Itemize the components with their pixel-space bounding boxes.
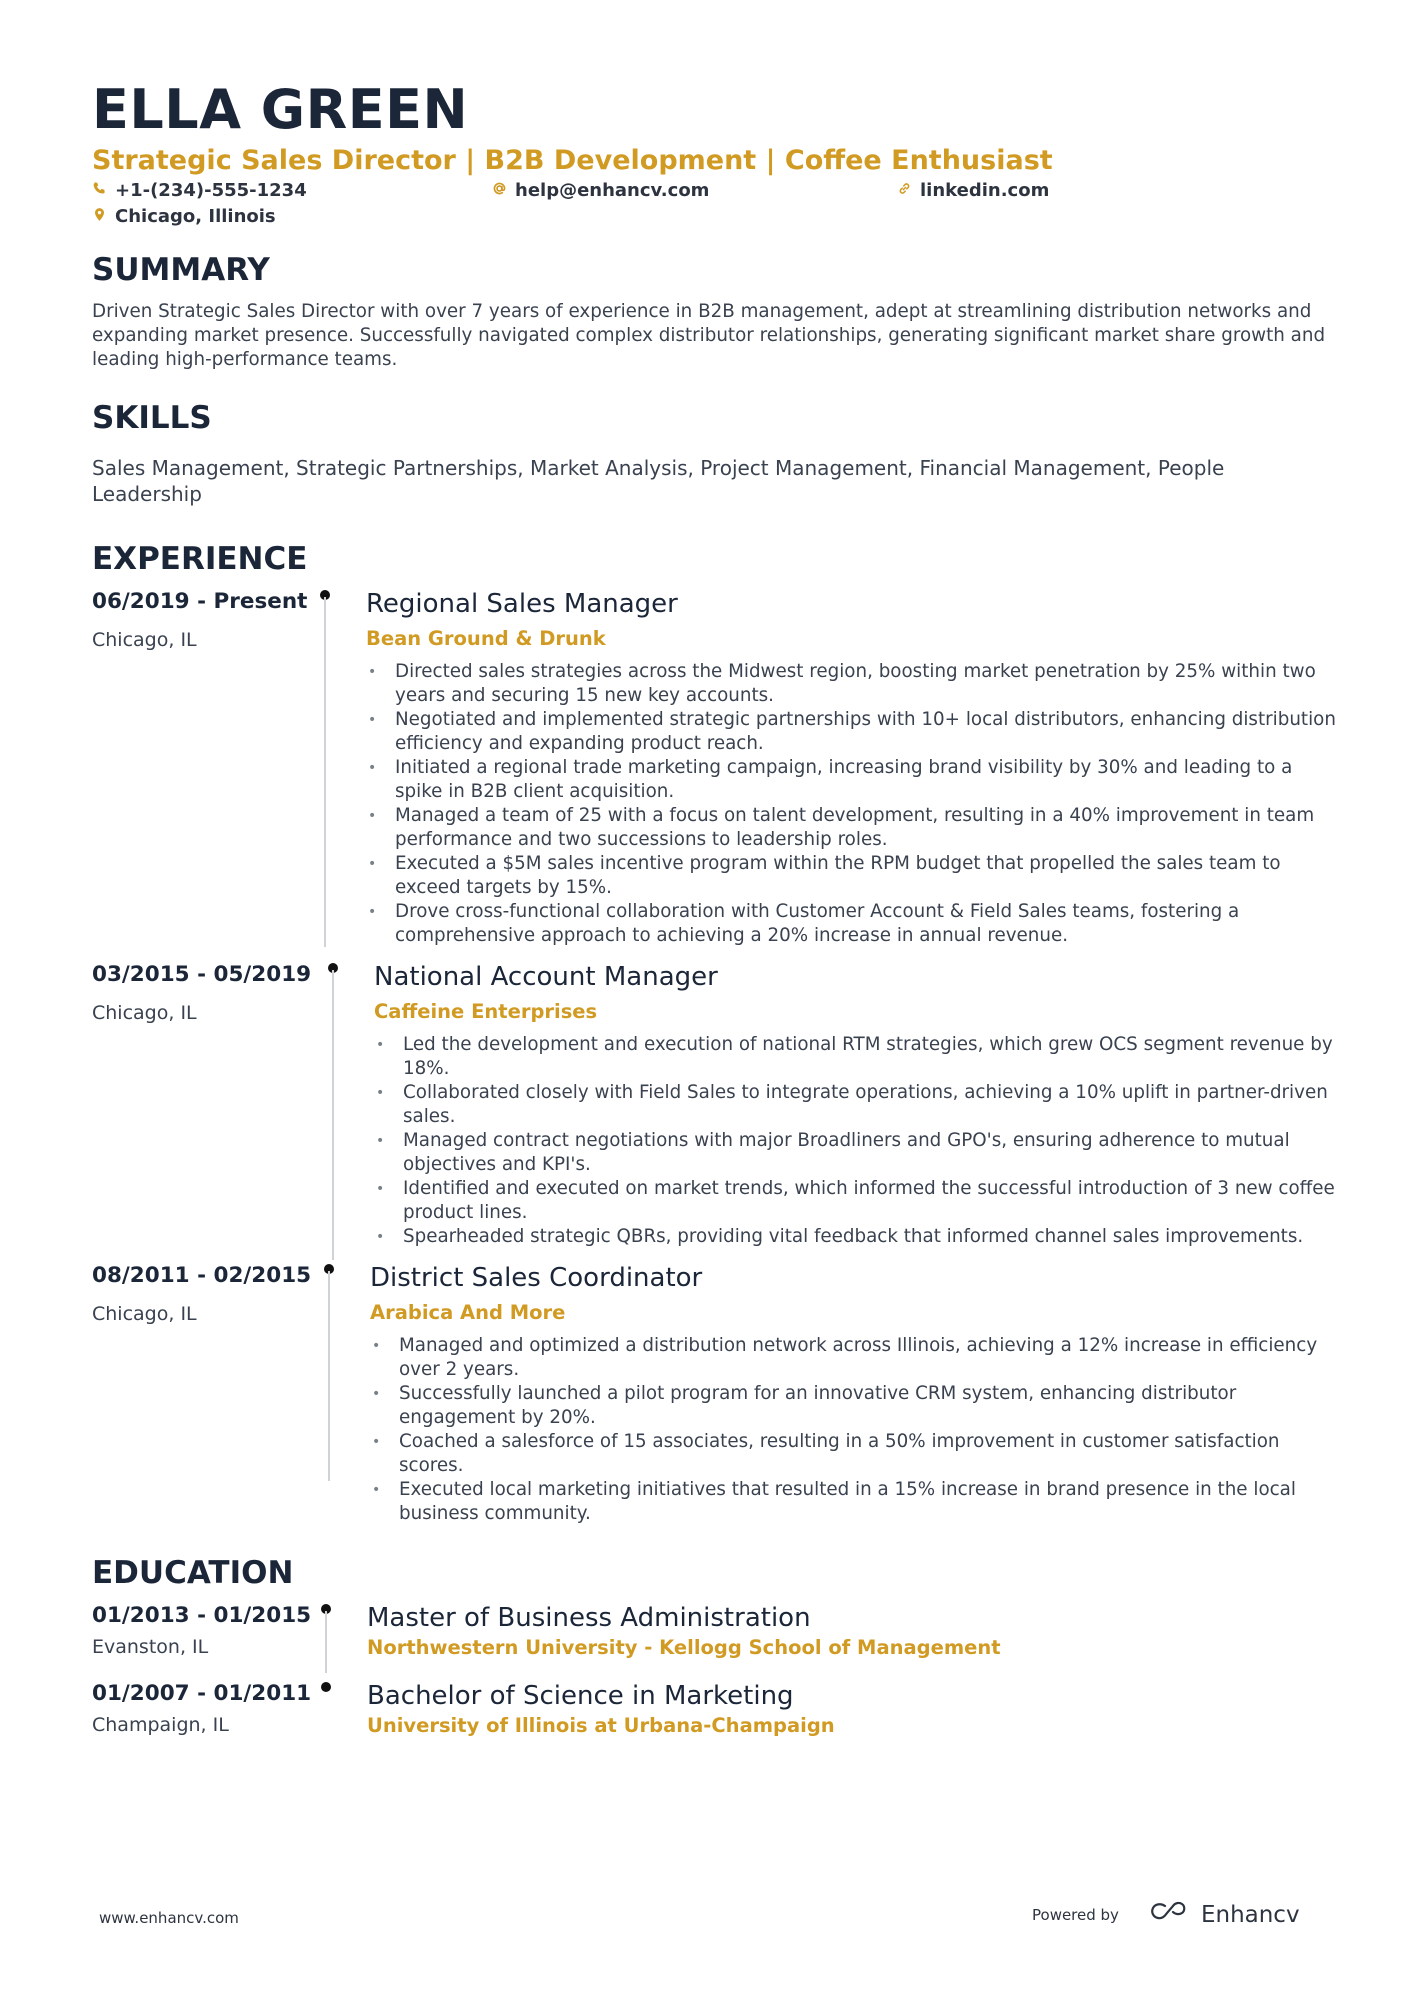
contact-linkedin[interactable] xyxy=(897,180,1049,201)
achievement-item: • Spearheaded strategic QBRs, providing vital feedback that informed channel sales improvements. xyxy=(376,1226,1304,1247)
achievement-item: • Managed a team of 25 with a focus on talent development, resulting in a 40% improvement in team performance and two successions to leadership roles. xyxy=(368,805,1315,850)
bullet-icon: • xyxy=(376,1181,385,1197)
bullet-icon: • xyxy=(368,664,377,680)
bullet-icon: • xyxy=(368,760,377,776)
achievement-item: • Managed contract negotiations with major Broadliners and GPO's, ensuring adherence to mutual objectives and KPI's. xyxy=(376,1130,1290,1175)
bullet-icon: • xyxy=(376,1133,385,1149)
degree-title: Bachelor of Science in Marketing xyxy=(367,1681,794,1711)
education-location: Evanston, IL xyxy=(92,1636,209,1658)
timeline-dot xyxy=(321,1682,331,1692)
link-icon xyxy=(897,180,912,201)
phone-icon xyxy=(92,180,107,201)
footer-website-link[interactable]: www.enhancv.com xyxy=(99,1909,239,1927)
achievement-item: • Managed and optimized a distribution network across Illinois, achieving a 12% increase in efficiency over 2 years. xyxy=(372,1335,1318,1380)
experience-date: 08/2011 - 02/2015 xyxy=(92,1263,312,1288)
job-title: District Sales Coordinator xyxy=(370,1263,703,1293)
experience-location: Chicago, IL xyxy=(92,629,197,651)
achievement-item: • Negotiated and implemented strategic partnerships with 10+ local distributors, enhancing distribution efficiency and expanding product reach. xyxy=(368,709,1336,754)
school-name: Northwestern University - Kellogg School of Management xyxy=(367,1636,1001,1659)
bullet-icon: • xyxy=(376,1085,385,1101)
job-title: Regional Sales Manager xyxy=(366,589,678,619)
brand-name: Enhancv xyxy=(1200,1902,1300,1928)
bullet-icon: • xyxy=(372,1338,381,1354)
email-text: help@enhancv.com xyxy=(515,180,710,201)
headline: Strategic Sales Director | B2B Development | Coffee Enthusiast xyxy=(92,145,1053,176)
achievement-list xyxy=(366,660,1336,948)
education-date: 01/2007 - 01/2011 xyxy=(92,1681,312,1706)
achievement-item: • Executed a $5M sales incentive program within the RPM budget that propelled the sales team to exceed targets by 15%. xyxy=(368,853,1281,898)
bullet-icon: • xyxy=(372,1386,381,1402)
achievement-item: • Successfully launched a pilot program for an innovative CRM system, enhancing distributor engagement by 20%. xyxy=(372,1383,1237,1428)
experience-date: 03/2015 - 05/2019 xyxy=(92,962,312,987)
company-name: Caffeine Enterprises xyxy=(374,1000,598,1023)
company-name: Bean Ground & Drunk xyxy=(366,627,606,650)
achievement-list xyxy=(370,1334,1336,1526)
achievement-item: • Drove cross-functional collaboration with Customer Account & Field Sales teams, fostering a comprehensive approach to achieving a 20% increase in annual revenue. xyxy=(368,901,1240,946)
experience-location: Chicago, IL xyxy=(92,1002,197,1024)
contact-email[interactable] xyxy=(492,180,709,201)
powered-by-label: Powered by xyxy=(1032,1906,1119,1924)
timeline-line xyxy=(324,597,326,947)
timeline-line xyxy=(332,970,334,1260)
location-pin-icon xyxy=(92,206,107,227)
contact-phone[interactable] xyxy=(92,180,307,201)
experience-heading: EXPERIENCE xyxy=(92,541,308,577)
linkedin-text: linkedin.com xyxy=(920,180,1050,201)
achievement-item: • Led the development and execution of national RTM strategies, which grew OCS segment revenue by 18%. xyxy=(376,1034,1333,1079)
achievement-item: • Executed local marketing initiatives that resulted in a 15% increase in brand presence in the local business community. xyxy=(372,1479,1296,1524)
degree-title: Master of Business Administration xyxy=(367,1603,811,1633)
bullet-icon: • xyxy=(368,712,377,728)
enhancv-logo-icon xyxy=(1145,1900,1193,1930)
achievement-item: • Initiated a regional trade marketing campaign, increasing brand visibility by 30% and leading to a spike in B2B client acquisition. xyxy=(368,757,1293,802)
skills-heading: SKILLS xyxy=(92,400,212,436)
location-text: Chicago, Illinois xyxy=(115,206,276,227)
timeline-line xyxy=(328,1271,330,1481)
education-location: Champaign, IL xyxy=(92,1714,229,1736)
experience-location: Chicago, IL xyxy=(92,1303,197,1325)
school-name: University of Illinois at Urbana-Champaign xyxy=(367,1714,835,1737)
achievement-item: • Collaborated closely with Field Sales to integrate operations, achieving a 10% uplift in partner-driven sales. xyxy=(376,1082,1328,1127)
education-date: 01/2013 - 01/2015 xyxy=(92,1603,312,1628)
skills-text: Sales Management, Strategic Partnerships, Market Analysis, Project Management, Financial Management, People Leadership xyxy=(92,456,1225,506)
achievement-item: • Directed sales strategies across the Midwest region, boosting market penetration by 25% within two years and securing 15 new key accounts. xyxy=(368,661,1316,706)
footer-branding xyxy=(1032,1900,1300,1930)
bullet-icon: • xyxy=(372,1482,381,1498)
timeline-line xyxy=(325,1611,327,1673)
achievement-item: • Identified and executed on market trends, which informed the successful introduction of 3 new coffee product lines. xyxy=(376,1178,1335,1223)
bullet-icon: • xyxy=(376,1229,385,1245)
bullet-icon: • xyxy=(368,904,377,920)
summary-heading: SUMMARY xyxy=(92,252,270,288)
bullet-icon: • xyxy=(368,856,377,872)
at-icon xyxy=(492,180,507,201)
brand-logo[interactable] xyxy=(1145,1900,1300,1930)
bullet-icon: • xyxy=(372,1434,381,1450)
job-title: National Account Manager xyxy=(374,962,718,992)
phone-text: +1-(234)-555-1234 xyxy=(115,180,307,201)
bullet-icon: • xyxy=(376,1037,385,1053)
achievement-list xyxy=(374,1033,1336,1249)
education-heading: EDUCATION xyxy=(92,1555,294,1591)
bullet-icon: • xyxy=(368,808,377,824)
candidate-name: ELLA GREEN xyxy=(92,78,469,141)
company-name: Arabica And More xyxy=(370,1301,566,1324)
contact-location xyxy=(92,206,276,227)
experience-date: 06/2019 - Present xyxy=(92,589,308,614)
summary-text: Driven Strategic Sales Director with over 7 years of experience in B2B management, adept at streamlining distribution networks and expanding market presence. Successfully navigated complex distributor relationships, generating significant market share growth and leading high-performance teams. xyxy=(92,301,1326,370)
achievement-item: • Coached a salesforce of 15 associates, resulting in a 50% improvement in customer satisfaction scores. xyxy=(372,1431,1280,1476)
